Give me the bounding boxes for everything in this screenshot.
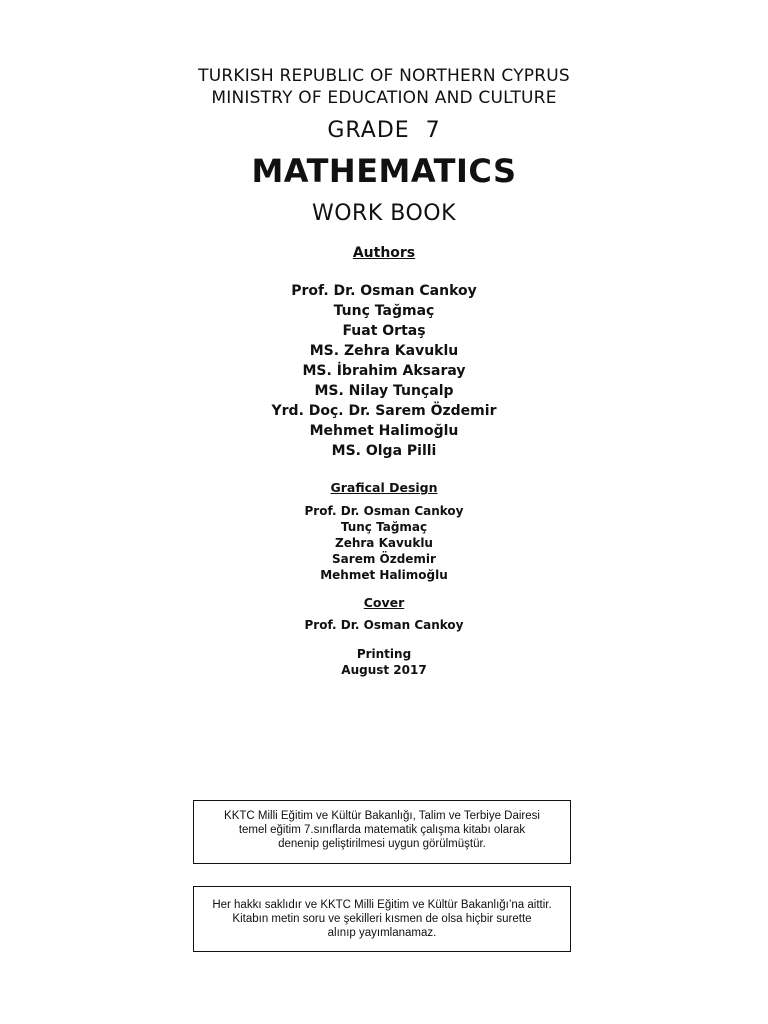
header-ministry: MINISTRY OF EDUCATION AND CULTURE [211, 88, 557, 108]
author-name: MS. Zehra Kavuklu [309, 343, 459, 359]
header-country: TURKISH REPUBLIC OF NORTHERN CYPRUS [198, 66, 570, 86]
copyright-notice-line: Kitabın metin soru ve şekilleri kısmen de olsa hiçbir surette [232, 913, 532, 925]
approval-notice-box [193, 800, 571, 864]
book-title: MATHEMATICS [251, 152, 517, 190]
designer-name: Tunç Tağmaç [340, 520, 428, 534]
approval-notice-line: temel eğitim 7.sınıflarda matematik çalışma kitabı olarak [238, 824, 526, 836]
approval-notice-line: denenip geliştirilmesi uygun görülmüştür. [278, 838, 486, 850]
author-name: Tunç Tağmaç [333, 303, 435, 319]
graphic-design-list [0, 503, 768, 583]
graphic-design-heading: Grafical Design [330, 480, 438, 495]
author-name: Mehmet Halimoğlu [309, 423, 459, 439]
copyright-notice-line: Her hakkı saklıdır ve KKTC Milli Eğitim ve Kültür Bakanlığı’na aittir. [212, 899, 552, 911]
printing-date: August 2017 [341, 663, 427, 677]
copyright-notice-box [193, 886, 571, 952]
printing-label: Printing [356, 647, 412, 661]
authors-heading: Authors [352, 245, 416, 261]
author-name: MS. Nilay Tunçalp [314, 383, 454, 399]
author-name: Yrd. Doç. Dr. Sarem Özdemir [271, 403, 497, 419]
authors-list [0, 281, 768, 461]
book-subtitle: WORK BOOK [311, 201, 457, 226]
approval-notice-line: KKTC Milli Eğitim ve Kültür Bakanlığı, Talim ve Terbiye Dairesi [224, 810, 540, 822]
author-name: MS. İbrahim Aksaray [302, 363, 466, 379]
designer-name: Sarem Özdemir [332, 552, 436, 566]
author-name: Fuat Ortaş [342, 323, 426, 339]
grade-label: GRADE 7 [327, 118, 441, 143]
author-name: MS. Olga Pilli [331, 443, 437, 459]
cover-heading: Cover [363, 595, 405, 610]
designer-name: Zehra Kavuklu [335, 536, 433, 550]
designer-name: Prof. Dr. Osman Cankoy [304, 504, 464, 518]
copyright-notice-line: alınıp yayımlanamaz. [327, 927, 437, 939]
designer-name: Mehmet Halimoğlu [320, 568, 448, 582]
author-name: Prof. Dr. Osman Cankoy [291, 283, 477, 299]
cover-designer: Prof. Dr. Osman Cankoy [304, 618, 464, 632]
